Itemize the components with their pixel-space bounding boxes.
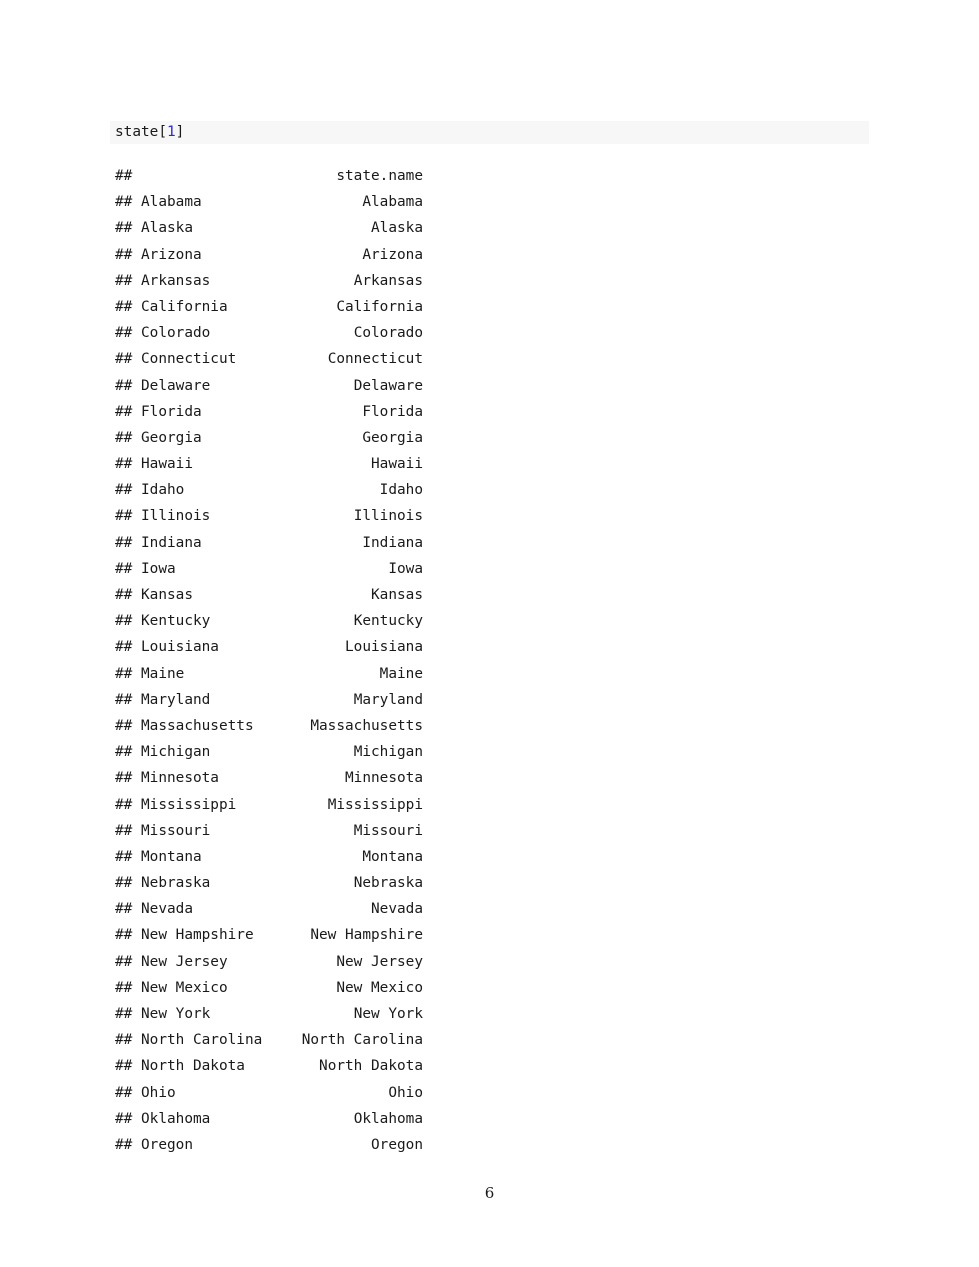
output-prefix: ##	[115, 822, 133, 839]
output-row	[115, 870, 423, 896]
row-name: New Mexico	[141, 979, 228, 996]
output-row	[115, 792, 423, 818]
output-row	[115, 425, 423, 451]
output-prefix: ##	[115, 168, 133, 184]
row-name: Connecticut	[141, 351, 237, 368]
output-row	[115, 294, 423, 320]
row-name: Idaho	[141, 482, 185, 499]
output-prefix: ##	[115, 456, 133, 473]
row-value: Florida	[362, 403, 423, 420]
output-prefix: ##	[115, 1136, 133, 1153]
row-name: Massachusetts	[141, 717, 254, 734]
row-name: Missouri	[141, 822, 211, 839]
row-value: Nevada	[371, 901, 423, 918]
row-value: Massachusetts	[310, 717, 423, 734]
code-call-index: 1	[166, 124, 176, 140]
output-row	[115, 451, 423, 477]
output-row	[115, 477, 423, 503]
output-prefix: ##	[115, 901, 133, 918]
row-value: New Jersey	[336, 953, 423, 970]
output-prefix: ##	[115, 744, 133, 761]
output-row	[115, 975, 423, 1001]
output-row	[115, 268, 423, 294]
row-name: Arizona	[141, 246, 202, 263]
output-prefix: ##	[115, 351, 133, 368]
row-value: New Mexico	[336, 979, 423, 996]
row-value: California	[336, 298, 423, 315]
output-prefix: ##	[115, 927, 133, 944]
output-row	[115, 1080, 423, 1106]
row-value: Delaware	[353, 377, 423, 394]
row-name: Indiana	[141, 534, 202, 551]
row-value: North Dakota	[319, 1058, 423, 1075]
output-row	[115, 844, 423, 870]
output-row	[115, 739, 423, 765]
output-prefix: ##	[115, 665, 133, 682]
row-value: New Hampshire	[310, 927, 423, 944]
row-value: Oregon	[371, 1136, 423, 1153]
output-prefix: ##	[115, 587, 133, 603]
row-value: New York	[353, 1006, 423, 1022]
row-name: Alabama	[141, 194, 202, 211]
output-prefix: ##	[115, 717, 133, 734]
output-prefix: ##	[115, 272, 133, 289]
row-name: New York	[141, 1006, 211, 1022]
row-value: Montana	[362, 848, 423, 865]
row-name: North Dakota	[141, 1058, 245, 1075]
row-value: Missouri	[353, 822, 423, 839]
row-value: Oklahoma	[353, 1110, 423, 1127]
output-prefix: ##	[115, 1084, 133, 1101]
output-prefix: ##	[115, 796, 133, 813]
code-call-prefix: state[	[115, 124, 167, 140]
row-name: Nevada	[141, 901, 193, 918]
output-prefix: ##	[115, 534, 133, 551]
row-name: Louisiana	[141, 639, 219, 656]
output-column-header: state.name	[336, 168, 423, 184]
output-prefix: ##	[115, 1006, 133, 1022]
output-row	[115, 399, 423, 425]
output-prefix: ##	[115, 560, 133, 577]
row-name: Kansas	[141, 587, 193, 603]
row-value: Georgia	[362, 429, 423, 446]
row-value: Indiana	[362, 534, 423, 551]
output-row	[115, 713, 423, 739]
row-value: North Carolina	[301, 1032, 423, 1049]
row-value: Minnesota	[345, 770, 423, 787]
row-name: Delaware	[141, 377, 211, 394]
output-prefix: ##	[115, 246, 133, 263]
row-name: Minnesota	[141, 770, 219, 787]
code-chunk	[110, 121, 869, 144]
row-name: New Hampshire	[141, 927, 254, 944]
row-name: Florida	[141, 403, 202, 420]
row-value: Maine	[379, 665, 423, 682]
output-prefix: ##	[115, 1058, 133, 1075]
output-row	[115, 765, 423, 791]
row-value: Illinois	[353, 508, 423, 525]
row-name: Ohio	[141, 1084, 176, 1101]
output-prefix: ##	[115, 1110, 133, 1127]
output-prefix: ##	[115, 953, 133, 970]
output-row	[115, 1053, 423, 1079]
output-row	[115, 1027, 423, 1053]
row-name: Montana	[141, 848, 202, 865]
row-name: Kentucky	[141, 613, 211, 630]
output-prefix: ##	[115, 979, 133, 996]
output-row	[115, 346, 423, 372]
output-prefix: ##	[115, 482, 133, 499]
output-prefix: ##	[115, 848, 133, 865]
row-value: Connecticut	[327, 351, 423, 368]
output-row	[115, 687, 423, 713]
output-prefix: ##	[115, 1032, 133, 1049]
row-name: Iowa	[141, 560, 176, 577]
output-prefix: ##	[115, 325, 133, 342]
row-name: New Jersey	[141, 953, 228, 970]
output-prefix: ##	[115, 639, 133, 656]
row-value: Kansas	[371, 587, 423, 603]
output-prefix: ##	[115, 508, 133, 525]
row-value: Colorado	[353, 325, 423, 342]
row-value: Mississippi	[327, 796, 423, 813]
output-row	[115, 556, 423, 582]
row-value: Idaho	[379, 482, 423, 499]
row-value: Louisiana	[345, 639, 423, 656]
row-value: Hawaii	[371, 456, 423, 473]
output-row	[115, 1001, 423, 1027]
output-row	[115, 242, 423, 268]
output-prefix: ##	[115, 770, 133, 787]
console-output	[115, 163, 423, 1158]
output-row	[115, 373, 423, 399]
code-call-suffix: ]	[175, 124, 185, 140]
row-name: Nebraska	[141, 875, 211, 892]
output-row	[115, 922, 423, 948]
output-row	[115, 661, 423, 687]
row-value: Ohio	[388, 1084, 423, 1101]
row-value: Iowa	[388, 560, 423, 577]
output-row	[115, 896, 423, 922]
output-row	[115, 503, 423, 529]
row-value: Kentucky	[353, 613, 423, 630]
row-name: Maryland	[141, 691, 211, 708]
output-prefix: ##	[115, 429, 133, 446]
row-name: Hawaii	[141, 456, 193, 473]
row-value: Alabama	[362, 194, 423, 211]
output-prefix: ##	[115, 377, 133, 394]
output-row	[115, 634, 423, 660]
row-name: Maine	[141, 665, 185, 682]
row-name: Colorado	[141, 325, 211, 342]
row-value: Arkansas	[353, 272, 423, 289]
output-row	[115, 1132, 423, 1158]
row-name: Mississippi	[141, 796, 237, 813]
row-name: Illinois	[141, 508, 211, 525]
row-name: North Carolina	[141, 1032, 263, 1049]
output-row	[115, 1106, 423, 1132]
output-row	[115, 949, 423, 975]
output-row	[115, 189, 423, 215]
output-row	[115, 215, 423, 241]
row-value: Michigan	[353, 744, 423, 761]
row-name: Georgia	[141, 429, 202, 446]
row-value: Nebraska	[353, 875, 423, 892]
output-row	[115, 582, 423, 608]
output-header-row	[115, 163, 423, 189]
row-name: Oklahoma	[141, 1110, 211, 1127]
row-value: Maryland	[353, 691, 423, 708]
output-row	[115, 320, 423, 346]
row-name: Oregon	[141, 1136, 193, 1153]
output-prefix: ##	[115, 875, 133, 892]
row-value: Alaska	[371, 220, 423, 237]
row-name: California	[141, 298, 228, 315]
output-prefix: ##	[115, 220, 133, 237]
row-name: Alaska	[141, 220, 193, 237]
row-name: Michigan	[141, 744, 211, 761]
output-prefix: ##	[115, 298, 133, 315]
row-name: Arkansas	[141, 272, 211, 289]
output-prefix: ##	[115, 403, 133, 420]
output-prefix: ##	[115, 691, 133, 708]
page-number: 6	[484, 1184, 495, 1202]
row-value: Arizona	[362, 246, 423, 263]
output-row	[115, 608, 423, 634]
output-header-blank	[141, 163, 299, 189]
output-prefix: ##	[115, 613, 133, 630]
output-row	[115, 818, 423, 844]
output-prefix: ##	[115, 194, 133, 211]
output-row	[115, 530, 423, 556]
